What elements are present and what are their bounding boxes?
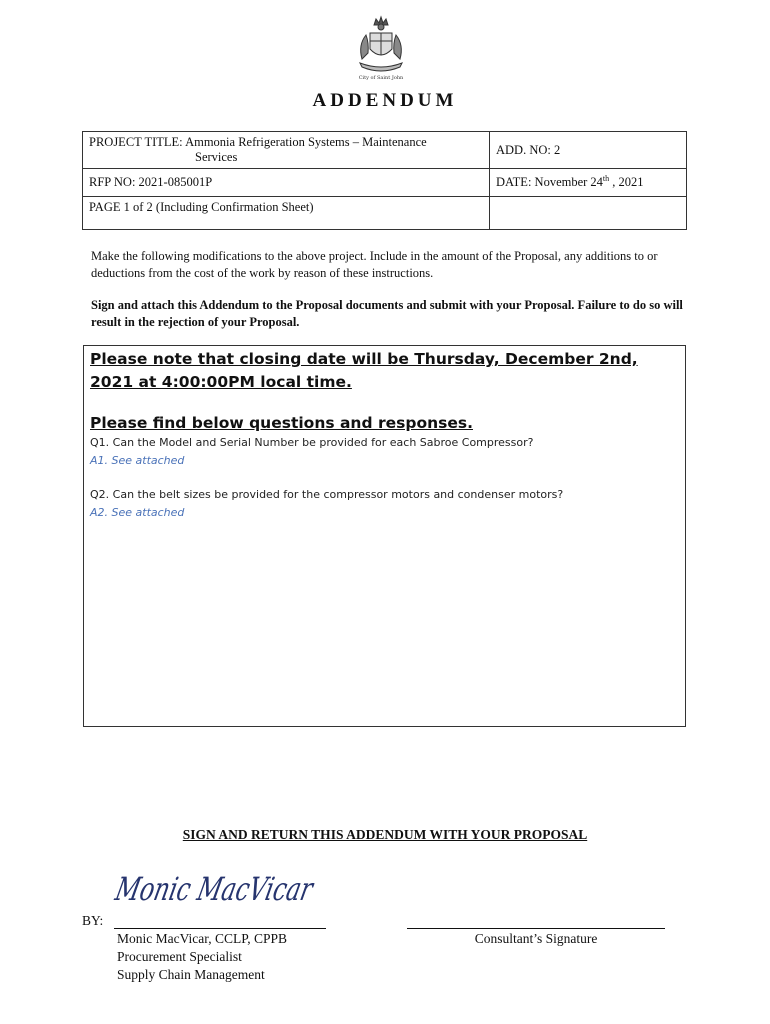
project-title-line2: Services <box>195 150 238 164</box>
sign-return-heading: SIGN AND RETURN THIS ADDENDUM WITH YOUR PROPOSAL <box>182 827 588 842</box>
signer-department: Supply Chain Management <box>117 967 265 982</box>
signature-line <box>114 928 326 929</box>
consultant-signature-label: Consultant’s Signature <box>474 931 598 946</box>
closing-date-notice: Please note that closing date will be Thursday, December 2nd, 2021 at 4:00:00PM local time. <box>90 350 638 391</box>
header-table <box>82 131 687 230</box>
add-no-cell: ADD. NO: 2 <box>490 132 687 169</box>
qa-heading: Please find below questions and responses. <box>90 414 473 432</box>
answer-2: A2. See attached <box>90 506 185 519</box>
project-title-line1: PROJECT TITLE: Ammonia Refrigeration Systems – Maintenance <box>89 135 427 149</box>
signer-name: Monic MacVicar, CCLP, CPPB <box>117 931 288 946</box>
question-2: Q2. Can the belt sizes be provided for the compressor motors and condenser motors? <box>90 488 564 501</box>
date-prefix: DATE: November 24 <box>496 175 603 190</box>
date-cell <box>490 169 687 197</box>
crest-caption: City of Saint John <box>358 75 404 81</box>
date-suffix: , 2021 <box>609 175 644 190</box>
question-1: Q1. Can the Model and Serial Number be provided for each Sabroe Compressor? <box>90 436 534 449</box>
signature-text: Monic MacVicar <box>112 870 386 908</box>
handwritten-signature <box>112 862 386 912</box>
notes-box <box>83 345 686 727</box>
city-crest-icon <box>350 15 412 81</box>
project-title-cell <box>83 132 490 169</box>
date-sup: th <box>602 174 610 184</box>
intro-paragraph: Make the following modifications to the above project. Include in the amount of the Proposal, any additions to or deductions from the cost of the work by reason of these instructions. <box>91 249 658 280</box>
answer-1: A1. See attached <box>90 454 185 467</box>
empty-cell <box>490 197 687 230</box>
page-cell: PAGE 1 of 2 (Including Confirmation Sheet) <box>83 197 490 230</box>
instruction-paragraph: Sign and attach this Addendum to the Proposal documents and submit with your Proposal. Failure to do so will result in the rejection of your Proposal. <box>91 298 683 329</box>
signer-role: Procurement Specialist <box>117 949 242 964</box>
consultant-signature-line <box>407 928 665 929</box>
rfp-no-cell: RFP NO: 2021-085001P <box>83 169 490 197</box>
by-label: BY: <box>82 913 104 928</box>
document-title: ADDENDUM <box>312 90 458 111</box>
